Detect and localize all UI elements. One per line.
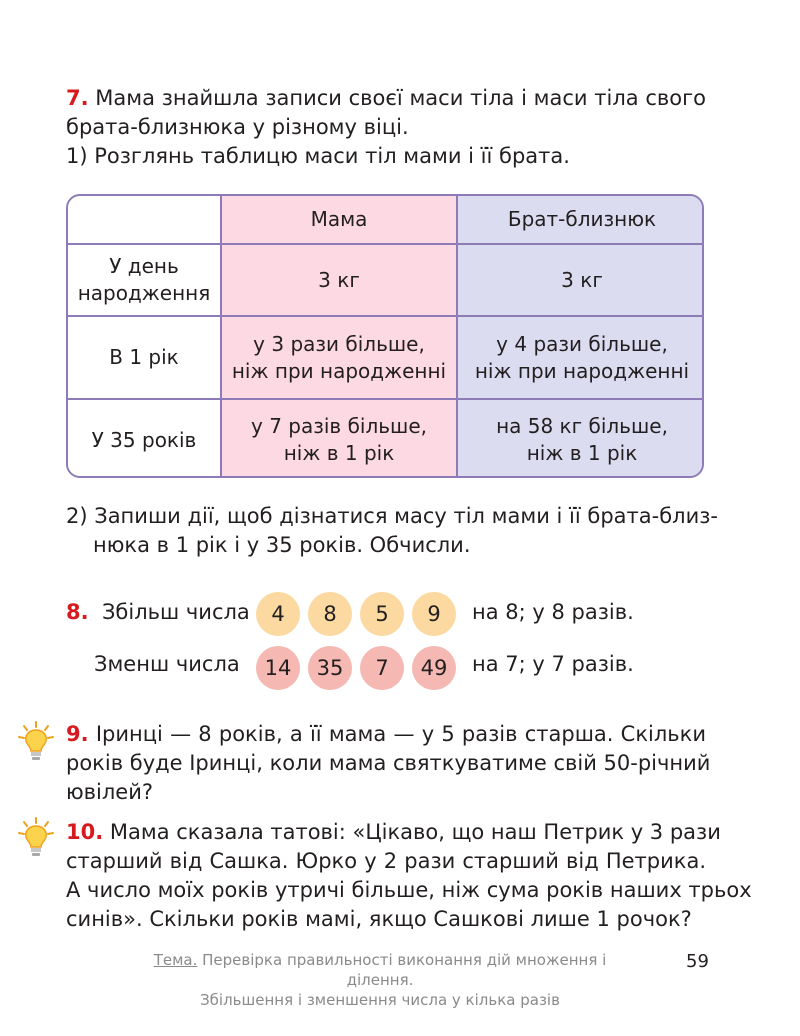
task-7-line-3: 1) Розглянь таблицю маси тіл мами і її брата.: [66, 144, 570, 168]
page-footer: [120, 950, 640, 1010]
lightbulb-icon: [16, 720, 56, 764]
task-10-line-2: старший від Сашка. Юрко у 2 рази старший від Петрика.: [66, 849, 706, 873]
footer-topic-label: Тема.: [153, 951, 198, 969]
table-row: [68, 316, 704, 399]
increase-number-circle: 4: [256, 592, 300, 636]
row-label-1-year: В 1 рік: [68, 316, 221, 399]
task-7-line-1: 7. Мама знайшла записи своєї маси тіла і маси тіла свого: [66, 86, 706, 110]
footer-topic-line-1: Тема. Перевірка правильності виконання дій множення і ділення.: [153, 951, 607, 989]
task-9-number: 9.: [66, 722, 89, 746]
decrease-label: Зменш числа: [94, 652, 240, 676]
cell-brother-birth: 3 кг: [457, 244, 704, 316]
decrease-suffix: на 7; у 7 разів.: [472, 652, 634, 676]
task-10-number: 10.: [66, 820, 104, 844]
row-label-birth: У день народження: [68, 244, 221, 316]
table-row: [68, 244, 704, 316]
task-10-line-4: синів». Скільки років мамі, якщо Сашкові лише 1 рочок?: [66, 907, 692, 931]
decrease-number-circle: 49: [412, 646, 456, 690]
task-9-line-3: ювілей?: [66, 780, 154, 804]
task-9-line-1: 9. Іринці — 8 років, а її мама — у 5 разів старша. Скільки: [66, 722, 706, 746]
task-9-line-2: років буде Іринці, коли мама святкуватиме свій 50-річний: [66, 751, 711, 775]
header-mom: Мама: [221, 196, 457, 244]
increase-number-circle: 8: [308, 592, 352, 636]
cell-mom-35-years: у 7 разів більше, ніж в 1 рік: [221, 399, 457, 478]
task-7-part-2-line-1: 2) Запиши дії, щоб дізнатися масу тіл мами і її брата-близ-: [66, 504, 718, 528]
increase-suffix: на 8; у 8 разів.: [472, 600, 634, 624]
decrease-number-circle: 7: [360, 646, 404, 690]
weight-table: [66, 194, 704, 478]
table-header-row: [68, 196, 704, 244]
task-10-text: [66, 818, 752, 934]
header-brother: Брат-близнюк: [457, 196, 704, 244]
decrease-number-circle: 14: [256, 646, 300, 690]
cell-brother-35-years: на 58 кг більше, ніж в 1 рік: [457, 399, 704, 478]
lightbulb-icon: [16, 816, 56, 860]
increase-number-circle: 5: [360, 592, 404, 636]
decrease-number-circle: 35: [308, 646, 352, 690]
increase-label: Збільш числа: [101, 600, 250, 624]
task-8-row-1: [66, 598, 256, 627]
task-9-text: [66, 720, 711, 807]
cell-mom-birth: 3 кг: [221, 244, 457, 316]
task-10-line-1: 10. Мама сказала татові: «Цікаво, що наш Петрик у 3 рази: [66, 820, 721, 844]
footer-topic-line-2: Збільшення і зменшення числа у кілька разів: [200, 991, 560, 1009]
cell-mom-1-year: у 3 рази більше, ніж при народженні: [221, 316, 457, 399]
table-row: [68, 399, 704, 478]
increase-number-circle: 9: [412, 592, 456, 636]
task-7-part-2-line-2: нюка в 1 рік і у 35 років. Обчисли.: [93, 533, 471, 557]
task-10-line-3: А число моїх років утричі більше, ніж сума років наших трьох: [66, 878, 752, 902]
task-7-number: 7.: [66, 86, 89, 110]
page-number: 59: [686, 951, 709, 972]
task-7-part-2: [66, 502, 718, 560]
task-7-text: [66, 84, 706, 171]
task-7-line-2: брата-близнюка у різному віці.: [66, 115, 409, 139]
row-label-35-years: У 35 років: [68, 399, 221, 478]
cell-brother-1-year: у 4 рази більше, ніж при народженні: [457, 316, 704, 399]
table-corner-cell: [68, 196, 221, 244]
task-8-number: 8.: [66, 600, 89, 624]
